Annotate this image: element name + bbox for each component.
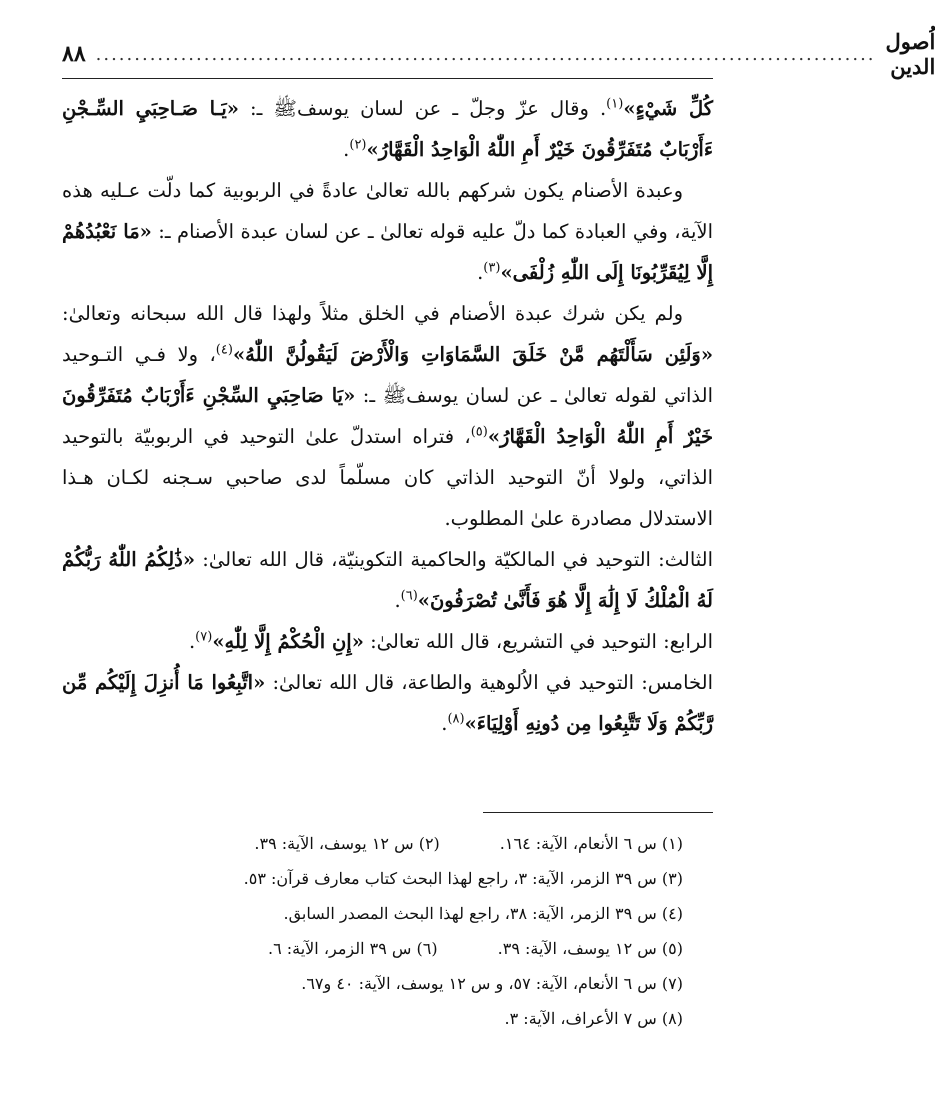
footnote-ref: (٢): [349, 137, 367, 153]
quran-quote: «ذَٰلِكُمُ اللّٰهُ رَبُّكُمْ لَهُ الْمُلْكُ لَا إِلَٰهَ إِلَّا هُوَ فَأَنَّىٰ تُصْرَفُونَ»: [62, 548, 713, 612]
footnote-line: [62, 966, 713, 1001]
text-segment: الخامس: التوحيد في الاُلوهية والطاعة، قال الله تعالىٰ:: [265, 671, 713, 694]
text-segment: الثالث: التوحيد في المالكيّة والحاكمية التكوينيّة، قال الله تعالىٰ:: [195, 548, 714, 571]
footnote-ref: (٨): [447, 711, 465, 727]
text-segment: .: [343, 138, 350, 161]
quran-quote: كُلِّ شَيْءٍ»: [623, 97, 713, 120]
paragraph-1: [62, 88, 713, 170]
footnote-line: [62, 826, 713, 861]
footnote-line: [62, 1001, 713, 1036]
header-leader-dots: .....................................................................................................: [95, 43, 876, 65]
footnote-7: (٧) س ٦ الأنعام، الآية: ٥٧، و س ١٢ يوسف، الآية: ٤٠ و٦٧.: [301, 974, 683, 993]
paragraph-2: [62, 170, 713, 293]
footnote-6: (٦) س ٣٩ الزمر، الآية: ٦.: [267, 939, 438, 958]
footnote-ref: (٦): [400, 588, 418, 604]
footnote-1: (١) س ٦ الأنعام، الآية: ١٦٤.: [499, 834, 683, 853]
page-number: ٨٨: [62, 41, 86, 67]
text-segment: ، فتراه استدلّ علىٰ التوحيد في الربوبيّة بالتوحيد الذاتي، ولولا أنّ التوحيد الذاتي كان مسلّماً لدى صاحبي سـجنه لكـان هـذا الاستدلال مصادرة علىٰ المطلوب.: [62, 425, 713, 530]
footnote-line: [62, 861, 713, 896]
text-segment: .: [394, 589, 401, 612]
footnote-ref: (٤): [215, 342, 233, 358]
quran-quote: «يَا صَاحِبَيِ السِّجْنِ ءَأَرْبَابٌ مُتَفَرِّقُونَ خَيْرٌ أَمِ اللّٰهُ الْوَاحِدُ الْقَهَّارُ»: [62, 384, 713, 448]
footnote-line: [62, 896, 713, 931]
quran-quote: «إِنِ الْحُكْمُ إِلَّا لِلّٰهِ»: [212, 630, 364, 653]
text-segment: .: [477, 261, 484, 284]
main-text: [62, 88, 713, 744]
paragraph-4: [62, 539, 713, 621]
footnote-ref: (١): [606, 96, 624, 112]
text-segment: . وقال عزّ وجلّ ـ عن لسان يوسفﷺ ـ:: [238, 97, 607, 120]
text-segment: ، ولا فـي التـوحيد الذاتي لقوله تعالىٰ ـ عن لسان يوسفﷺ ـ:: [62, 343, 713, 407]
footnote-line: [62, 931, 713, 966]
text-segment: وعبدة الأصنام يكون شركهم بالله تعالىٰ عادةً في الربوبية كما دلّت عـليه هذه الآية، وفي العبادة كما دلّ عليه قوله تعالىٰ ـ عن لسان عبدة الأصنام ـ:: [62, 179, 714, 243]
footnote-ref: (٥): [470, 424, 488, 440]
text-segment: ولم يكن شرك عبدة الأصنام في الخلق مثلاً ولهذا قال الله سبحانه وتعالىٰ:: [62, 302, 683, 325]
footnote-ref: (٧): [195, 629, 213, 645]
footnote-ref: (٣): [483, 260, 501, 276]
footnotes: [62, 826, 713, 1036]
footnote-4: (٤) س ٣٩ الزمر، الآية: ٣٨، راجع لهذا البحث المصدر السابق.: [283, 904, 683, 923]
quran-quote: «وَلَئِن سَأَلْتَهُم مَّنْ خَلَقَ السَّمَاوَاتِ وَالْأَرْضَ لَيَقُولُنَّ اللّٰهُ»: [232, 343, 714, 366]
footnote-separator: [483, 812, 713, 813]
paragraph-5: [62, 621, 713, 662]
page-header: [62, 29, 935, 79]
quran-quote: «مَا نَعْبُدُهُمْ إِلَّا لِيُقَرِّبُونَا إِلَى اللّٰهِ زُلْفَى»: [62, 220, 713, 284]
text-segment: الرابع: التوحيد في التشريع، قال الله تعالىٰ:: [363, 630, 713, 653]
text-segment: .: [441, 712, 448, 735]
footnote-5: (٥) س ١٢ يوسف، الآية: ٣٩.: [497, 939, 683, 958]
paragraph-3: [62, 293, 713, 539]
footnote-3: (٣) س ٣٩ الزمر، الآية: ٣، راجع لهذا البحث كتاب معارف قرآن: ٥٣.: [243, 869, 683, 888]
paragraph-6: [62, 662, 713, 744]
footnote-2: (٢) س ١٢ يوسف، الآية: ٣٩.: [254, 834, 440, 853]
text-segment: .: [188, 630, 196, 653]
footnote-8: (٨) س ٧ الأعراف، الآية: ٣.: [504, 1009, 683, 1028]
quran-quote: «يَـا صَـاحِبَيِ السِّـجْنِ ءَأَرْبَابٌ مُتَفَرِّقُونَ خَيْرٌ أَمِ اللّٰهُ الْوَاحِدُ الْقَهَّارُ»: [62, 97, 713, 161]
quran-quote: «اتَّبِعُوا مَا أُنزِلَ إِلَيْكُم مِّن رَّبِّكُمْ وَلَا تَتَّبِعُوا مِن دُونِهِ أَوْلِيَاءَ»: [62, 671, 713, 735]
running-title: اُصول الدين: [885, 29, 935, 79]
